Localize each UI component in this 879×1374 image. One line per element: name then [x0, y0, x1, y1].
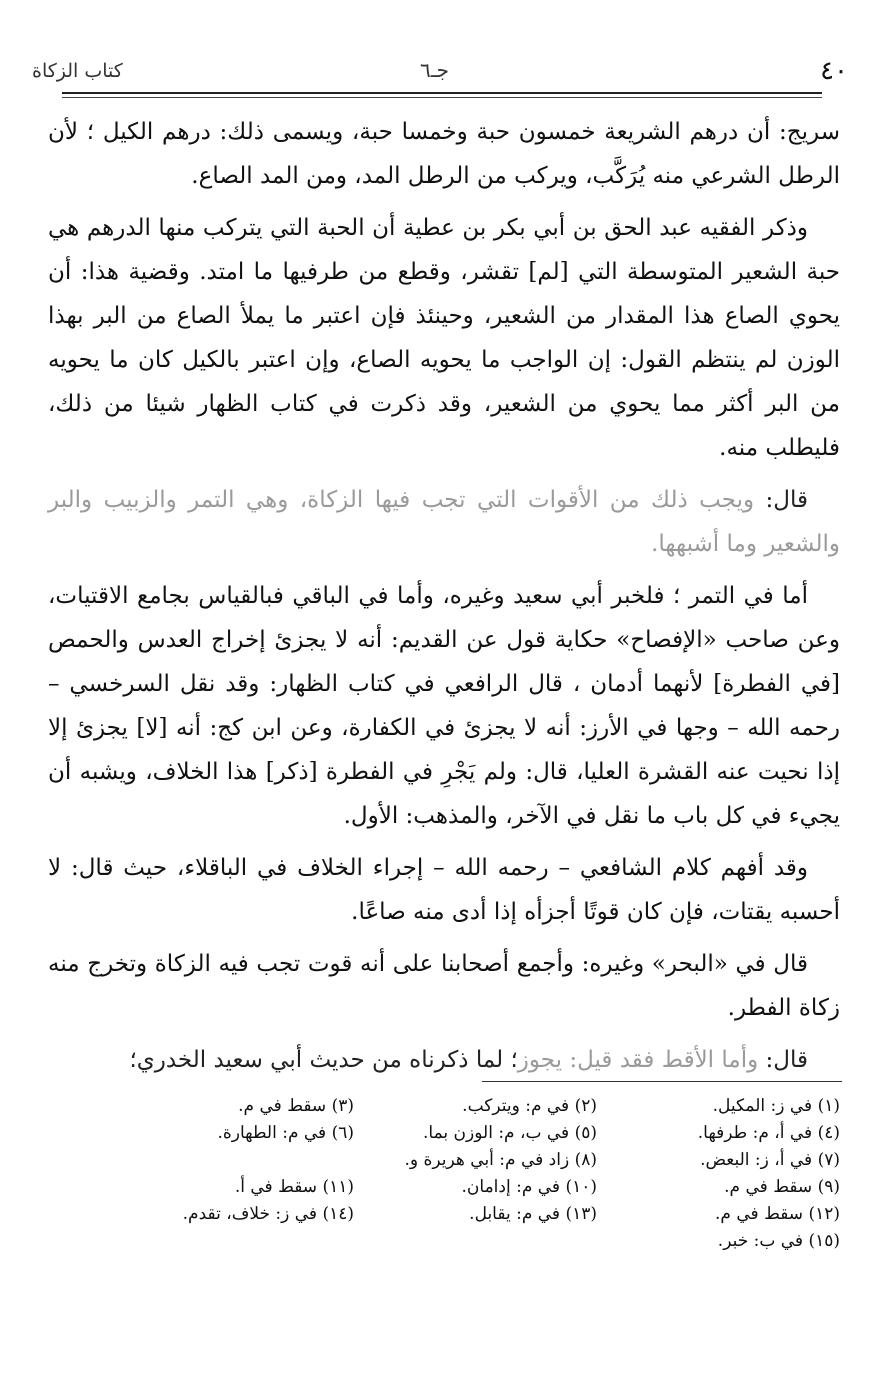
- matn-lead: قال:: [754, 487, 808, 513]
- footnote: (٨) زاد في م: أبي هريرة و.: [404, 1150, 597, 1170]
- footnote-rule: [482, 1081, 842, 1082]
- matn-paragraph: [48, 478, 840, 566]
- footnote: [111, 1228, 354, 1255]
- footnote: (٤) في أ، م: طرفها.: [697, 1123, 840, 1143]
- page-header: [30, 52, 852, 92]
- paragraph: وذكر الفقيه عبد الحق بن أبي بكر بن عطية أن الحبة التي يتركب منها الدرهم هي حبة الشعير المتوسطة التي [لم] تقشر، وقطع من طرفيها ما امتد. وقضية هذا: أن يحوي الصاع هذا المقدار من الشعير، وحينئذ فإن اعتبر ما يملأ الصاع من البر بهذا الوزن لم ينتظم القول: إن الواجب ما يحويه الصاع، وإن اعتبر بالكيل كان ما يحويه من البر أكثر مما يحوي من الشعير، وقد ذكرت في كتاب الظهار شيئا من ذلك، فليطلب منه.: [48, 215, 840, 461]
- paragraph: سريج: أن درهم الشريعة خمسون حبة وخمسا حبة، ويسمى ذلك: درهم الكيل ؛ لأن الرطل الشرعي منه يُرَكَّب، ويركب من الرطل المد، ومن المد الصاع.: [48, 119, 840, 189]
- matn-text: ويجب ذلك من الأقوات التي تجب فيها الزكاة، وهي التمر والزبيب والبر والشعير وما أشبهها.: [48, 487, 840, 557]
- footnotes: [110, 1093, 840, 1255]
- footnote-row: [110, 1174, 840, 1201]
- header-rule-thin: [62, 97, 822, 98]
- footnote: (١٢) سقط في م.: [715, 1204, 840, 1224]
- footnote: (١٤) في ز: خلاف، تقدم.: [182, 1204, 354, 1224]
- footnote: (٣) سقط في م.: [238, 1096, 354, 1116]
- matn-paragraph: [48, 1038, 840, 1082]
- footnote: (٧) في أ، ز: البعض.: [700, 1150, 840, 1170]
- footnote: (١٠) في م: إدامان.: [461, 1177, 597, 1197]
- matn-lead: قال:: [758, 1047, 808, 1073]
- footnote: (٦) في م: الطهارة.: [217, 1123, 354, 1143]
- footnote-row: [110, 1201, 840, 1228]
- volume-label: جـ٦: [420, 58, 449, 82]
- footnote: (١٥) في ب: خبر.: [717, 1231, 840, 1251]
- footnote: (٥) في ب، م: الوزن بما.: [423, 1123, 597, 1143]
- page-number: ٤٠: [820, 56, 848, 86]
- header-rule: [62, 92, 822, 94]
- footnote: (٩) سقط في م.: [724, 1177, 840, 1197]
- matn-text: وأما الأقط فقد قيل: يجوز: [517, 1047, 759, 1073]
- matn-tail: ؛ لما ذكرناه من حديث أبي سعيد الخدري؛: [129, 1047, 518, 1073]
- paragraph: أما في التمر ؛ فلخبر أبي سعيد وغيره، وأما في الباقي فبالقياس بجامع الاقتيات، وعن صاحب «الإفصاح» حكاية قول عن القديم: أنه لا يجزئ إخراج العدس والحمص [في الفطرة] لأنهما أدمان ، قال الرافعي في كتاب الظهار: وقد نقل السرخسي – رحمه الله – وجها في الأرز: أنه لا يجزئ في الكفارة، وعن ابن كج: أنه [لا] يجزئ إلا إذا نحيت عنه القشرة العليا، قال: ولم يَجْرِ في الفطرة [ذكر] هذا الخلاف، ويشبه أن يجيء في كل باب ما نقل في الآخر، والمذهب: الأول.: [48, 583, 840, 829]
- footnote-row: [110, 1120, 840, 1147]
- footnote-row: [110, 1093, 840, 1120]
- footnote: (١٣) في م: يقابل.: [469, 1204, 597, 1224]
- main-text: [48, 110, 840, 1090]
- paragraph: قال في «البحر» وغيره: وأجمع أصحابنا على أنه قوت تجب فيه الزكاة وتخرج منه زكاة الفطر.: [48, 951, 840, 1021]
- footnote: [111, 1147, 354, 1174]
- footnote: [354, 1228, 597, 1255]
- footnote-row: [110, 1147, 840, 1174]
- footnote-row: [110, 1228, 840, 1255]
- footnote: (٢) في م: ويتركب.: [462, 1096, 597, 1116]
- footnote: (١) في ز: المكيل.: [712, 1096, 840, 1116]
- paragraph: وقد أفهم كلام الشافعي – رحمه الله – إجراء الخلاف في الباقلاء، حيث قال: لا أحسبه يقتات، فإن كان قوتًا أجزأه إذا أدى منه صاعًا.: [48, 855, 840, 925]
- footnote: (١١) سقط في أ.: [234, 1177, 354, 1197]
- book-title: كتاب الزكاة: [32, 60, 123, 82]
